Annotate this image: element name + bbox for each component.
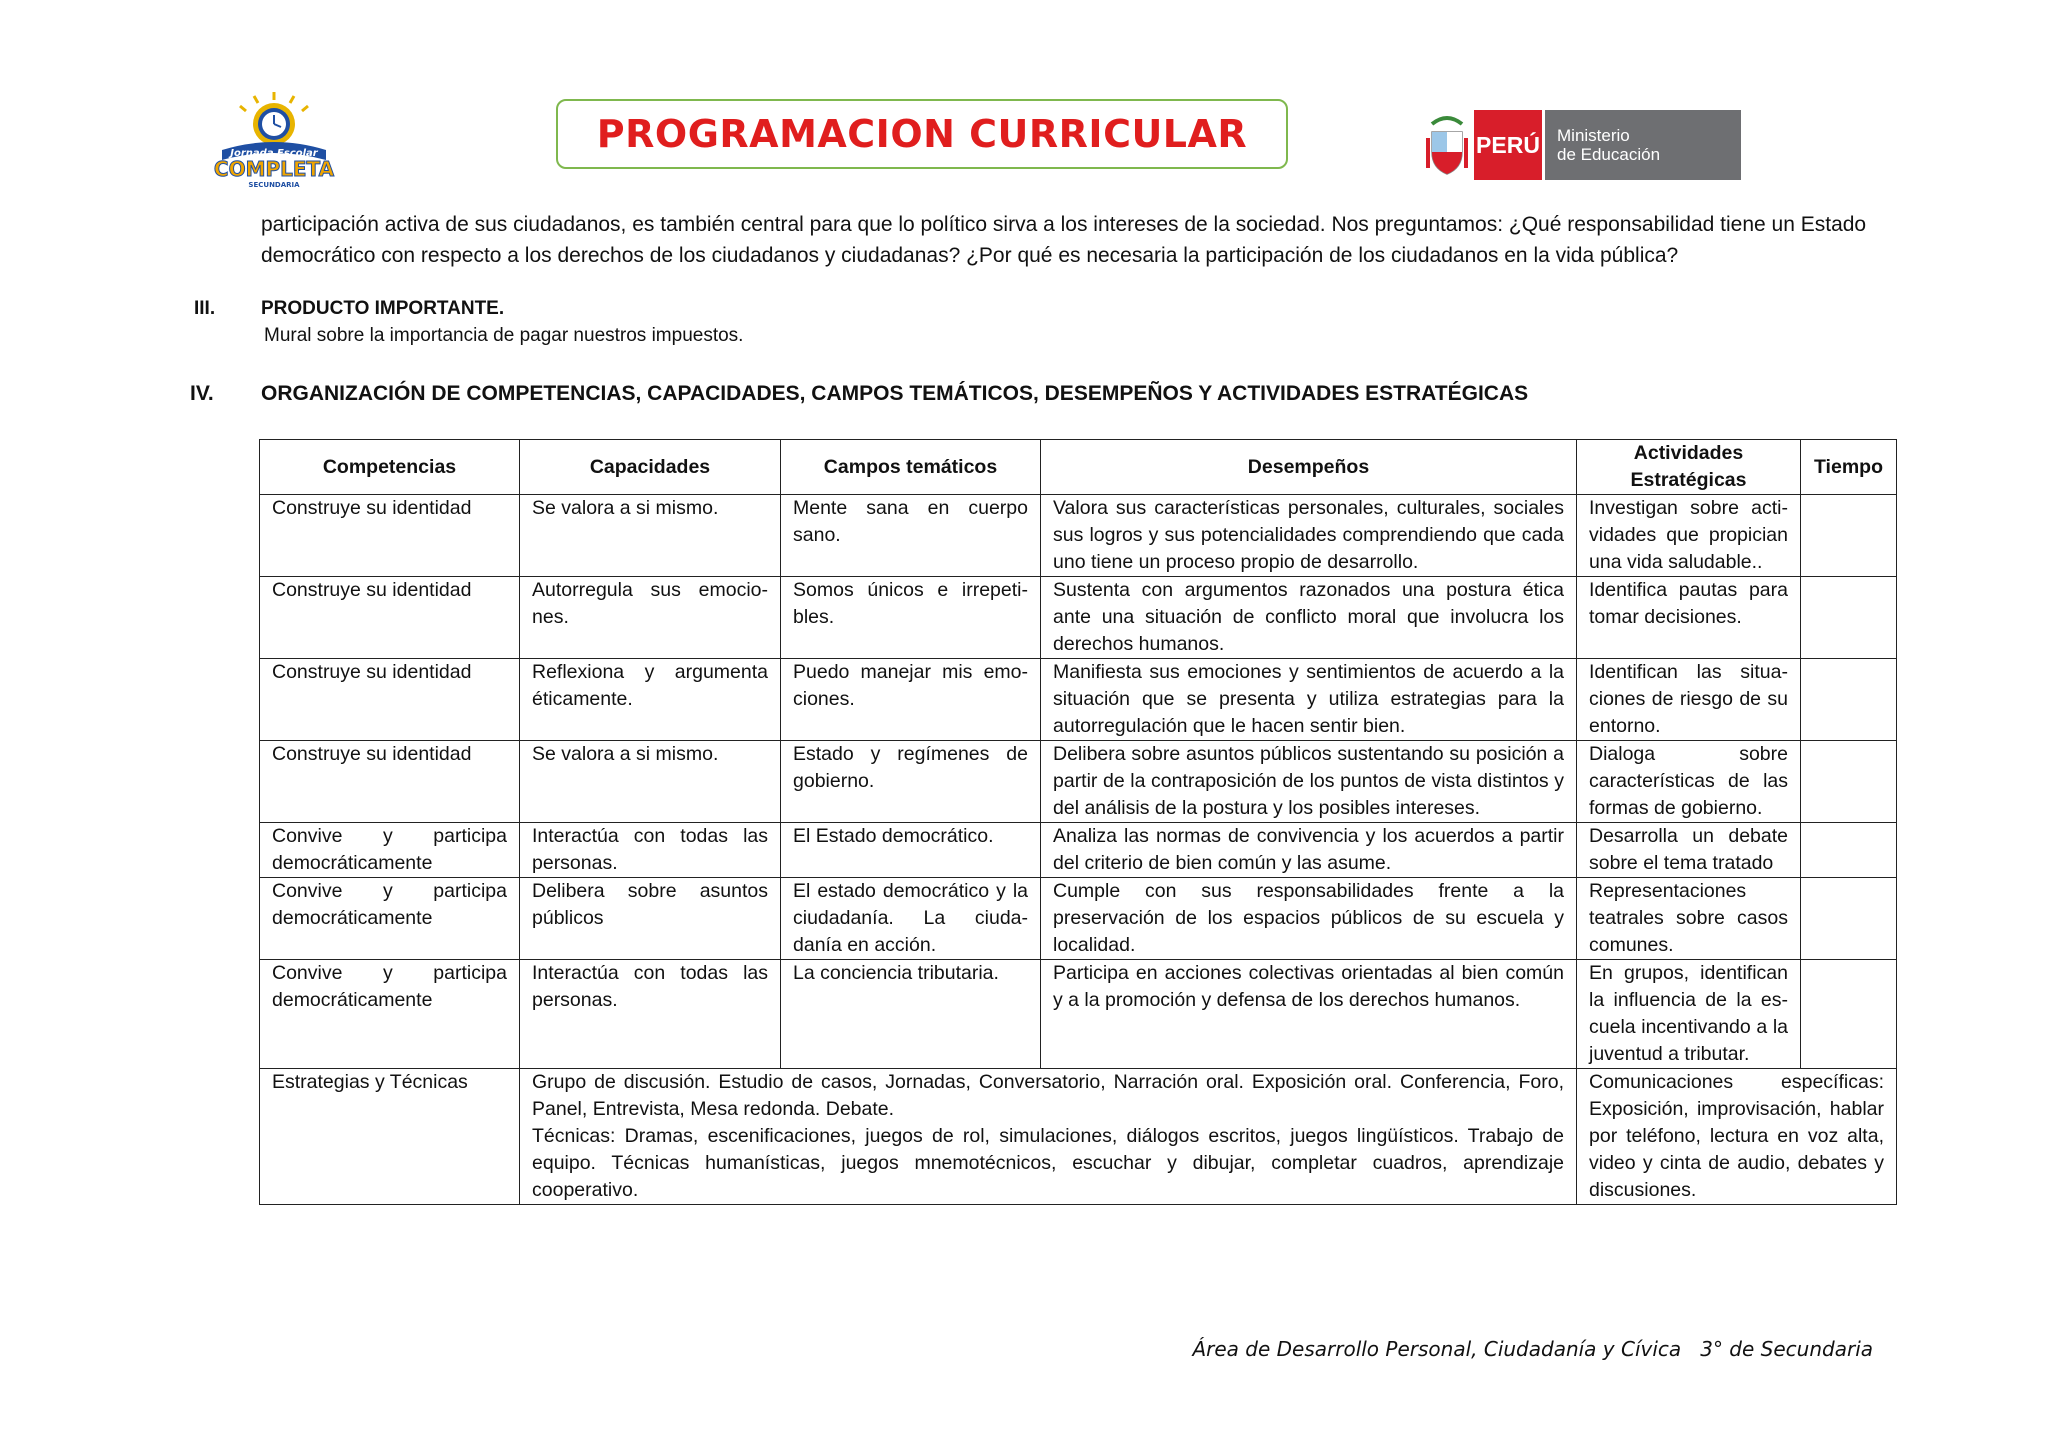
minedu-logo bbox=[1424, 110, 1741, 180]
cell-actividad: Dialoga sobre características de las formas de gobierno. bbox=[1577, 741, 1801, 823]
svg-text:COMPLETA: COMPLETA bbox=[213, 157, 335, 181]
table-row bbox=[260, 495, 1897, 577]
svg-text:SECUNDARIA: SECUNDARIA bbox=[248, 181, 300, 189]
cell-capacidad: Interactúa con todas las personas. bbox=[520, 960, 781, 1069]
intro-paragraph: participación activa de sus ciudadanos, es también central para que lo político sirva a los intereses de la sociedad. Nos preguntamos: ¿Qué responsabilidad tiene un Estado democrático con respecto a los derechos de los ciudadanos y ciudadanas? ¿Por qué es necesaria la participación de los ciudadanos en la vida pública? bbox=[261, 213, 1867, 267]
cell-tiempo bbox=[1801, 741, 1897, 823]
cell-tiempo bbox=[1801, 577, 1897, 659]
header-competencias: Competencias bbox=[260, 440, 520, 495]
header-campos-tematicos: Campos temáticos bbox=[781, 440, 1041, 495]
cell-desempeno: Valora sus características personales, culturales, sociales sus logros y sus potencialidades comprendiendo que cada uno tiene un proceso propio de desarrollo. bbox=[1041, 495, 1577, 577]
cell-competencia: Convive y participa democráticamente bbox=[260, 878, 520, 960]
cell-tiempo bbox=[1801, 495, 1897, 577]
cell-tiempo bbox=[1801, 659, 1897, 741]
cell-competencia: Construye su identidad bbox=[260, 659, 520, 741]
cell-capacidad: Se valora a si mismo. bbox=[520, 741, 781, 823]
header-desempenos: Desempeños bbox=[1041, 440, 1577, 495]
cell-communications: Comunicaciones específicas: Exposición, improvisación, hablar por teléfono, lectura en voz alta, video y cinta de audio, debates y discusiones. bbox=[1577, 1069, 1897, 1205]
table-header-row bbox=[260, 440, 1897, 495]
cell-competencia: Construye su identidad bbox=[260, 495, 520, 577]
section-3-title: PRODUCTO IMPORTANTE. bbox=[261, 298, 505, 319]
cell-campo-tematico: El estado democrático y la ciudadanía. La ciuda-danía en acción. bbox=[781, 878, 1041, 960]
cell-actividad: Identifican las situa-ciones de riesgo de su entorno. bbox=[1577, 659, 1801, 741]
section-4-title: ORGANIZACIÓN DE COMPETENCIAS, CAPACIDADES, CAMPOS TEMÁTICOS, DESEMPEÑOS Y ACTIVIDADES ESTRATÉGICAS bbox=[261, 382, 1529, 405]
cell-strategies-text bbox=[520, 1069, 1577, 1205]
section-3-text: Mural sobre la importancia de pagar nuestros impuestos. bbox=[264, 325, 744, 346]
section-4-number: IV. bbox=[190, 382, 214, 405]
cell-competencia: Convive y participa democráticamente bbox=[260, 960, 520, 1069]
peru-coat-of-arms-icon bbox=[1424, 110, 1470, 180]
document-title-box bbox=[556, 99, 1288, 169]
cell-capacidad: Se valora a si mismo. bbox=[520, 495, 781, 577]
cell-tiempo bbox=[1801, 878, 1897, 960]
table-row bbox=[260, 577, 1897, 659]
strategies-text-1: Grupo de discusión. Estudio de casos, Jornadas, Conversatorio, Narración oral. Exposición oral. Conferencia, Foro, Panel, Entrevista, Mesa redonda. Debate. bbox=[532, 1071, 1564, 1120]
cell-competencia: Construye su identidad bbox=[260, 741, 520, 823]
cell-actividad: Investigan sobre acti-vidades que propician una vida saludable.. bbox=[1577, 495, 1801, 577]
jornada-escolar-completa-logo bbox=[204, 90, 344, 190]
cell-capacidad: Interactúa con todas las personas. bbox=[520, 823, 781, 878]
cell-capacidad: Autorregula sus emocio-nes. bbox=[520, 577, 781, 659]
table-row bbox=[260, 659, 1897, 741]
svg-text:Jornada Escolar: Jornada Escolar bbox=[230, 148, 318, 159]
cell-desempeno: Cumple con sus responsabilidades frente a la preservación de los espacios públicos de su escuela y localidad. bbox=[1041, 878, 1577, 960]
cell-actividad: Representaciones teatrales sobre casos comunes. bbox=[1577, 878, 1801, 960]
curriculum-table bbox=[259, 439, 1897, 1205]
ministry-label: Ministerio de Educación bbox=[1545, 110, 1741, 180]
cell-campo-tematico: Puedo manejar mis emo-ciones. bbox=[781, 659, 1041, 741]
cell-actividad: Identifica pautas para tomar decisiones. bbox=[1577, 577, 1801, 659]
cell-actividad: En grupos, identifican la influencia de la es-cuela incentivando a la juventud a tributar. bbox=[1577, 960, 1801, 1069]
cell-actividad: Desarrolla un debate sobre el tema tratado bbox=[1577, 823, 1801, 878]
cell-competencia: Convive y participa democráticamente bbox=[260, 823, 520, 878]
table-row bbox=[260, 878, 1897, 960]
cell-campo-tematico: La conciencia tributaria. bbox=[781, 960, 1041, 1069]
header-actividades: Actividades Estratégicas bbox=[1577, 440, 1801, 495]
cell-competencia: Construye su identidad bbox=[260, 577, 520, 659]
cell-campo-tematico: El Estado democrático. bbox=[781, 823, 1041, 878]
header-capacidades: Capacidades bbox=[520, 440, 781, 495]
cell-desempeno: Sustenta con argumentos razonados una postura ética ante una situación de conflicto moral que involucra los derechos humanos. bbox=[1041, 577, 1577, 659]
table-row bbox=[260, 960, 1897, 1069]
cell-desempeno: Participa en acciones colectivas orientadas al bien común y a la promoción y defensa de los derechos humanos. bbox=[1041, 960, 1577, 1069]
cell-desempeno: Analiza las normas de convivencia y los acuerdos a partir del criterio de bien común y las asume. bbox=[1041, 823, 1577, 878]
cell-campo-tematico: Somos únicos e irrepeti-bles. bbox=[781, 577, 1041, 659]
cell-tiempo bbox=[1801, 960, 1897, 1069]
cell-strategies-label: Estrategias y Técnicas bbox=[260, 1069, 520, 1205]
page-footer: Área de Desarrollo Personal, Ciudadanía y Cívica 3° de Secundaria bbox=[1192, 1337, 1873, 1361]
peru-label: PERÚ bbox=[1474, 110, 1542, 180]
strategies-row bbox=[260, 1069, 1897, 1205]
header-tiempo: Tiempo bbox=[1801, 440, 1897, 495]
strategies-text-2: Técnicas: Dramas, escenificaciones, juegos de rol, simulaciones, diálogos escritos, juegos lingüísticos. Trabajo de equipo. Técnicas humanísticas, juegos mnemotécnicos, escuchar y dibujar, completar cuadros, aprendizaje cooperativo. bbox=[532, 1125, 1564, 1201]
table-row bbox=[260, 823, 1897, 878]
cell-capacidad: Reflexiona y argumenta éticamente. bbox=[520, 659, 781, 741]
cell-tiempo bbox=[1801, 823, 1897, 878]
document-title: PROGRAMACION CURRICULAR bbox=[596, 112, 1248, 156]
section-3-number: III. bbox=[194, 298, 216, 319]
cell-capacidad: Delibera sobre asuntos públicos bbox=[520, 878, 781, 960]
cell-campo-tematico: Mente sana en cuerpo sano. bbox=[781, 495, 1041, 577]
cell-desempeno: Delibera sobre asuntos públicos sustentando su posición a partir de la contraposición de los puntos de vista distintos y del análisis de la postura y los posibles intereses. bbox=[1041, 741, 1577, 823]
cell-desempeno: Manifiesta sus emociones y sentimientos de acuerdo a la situación que se presenta y utiliza estrategias para la autorregulación que le hacen sentir bien. bbox=[1041, 659, 1577, 741]
table-row bbox=[260, 741, 1897, 823]
cell-campo-tematico: Estado y regímenes de gobierno. bbox=[781, 741, 1041, 823]
